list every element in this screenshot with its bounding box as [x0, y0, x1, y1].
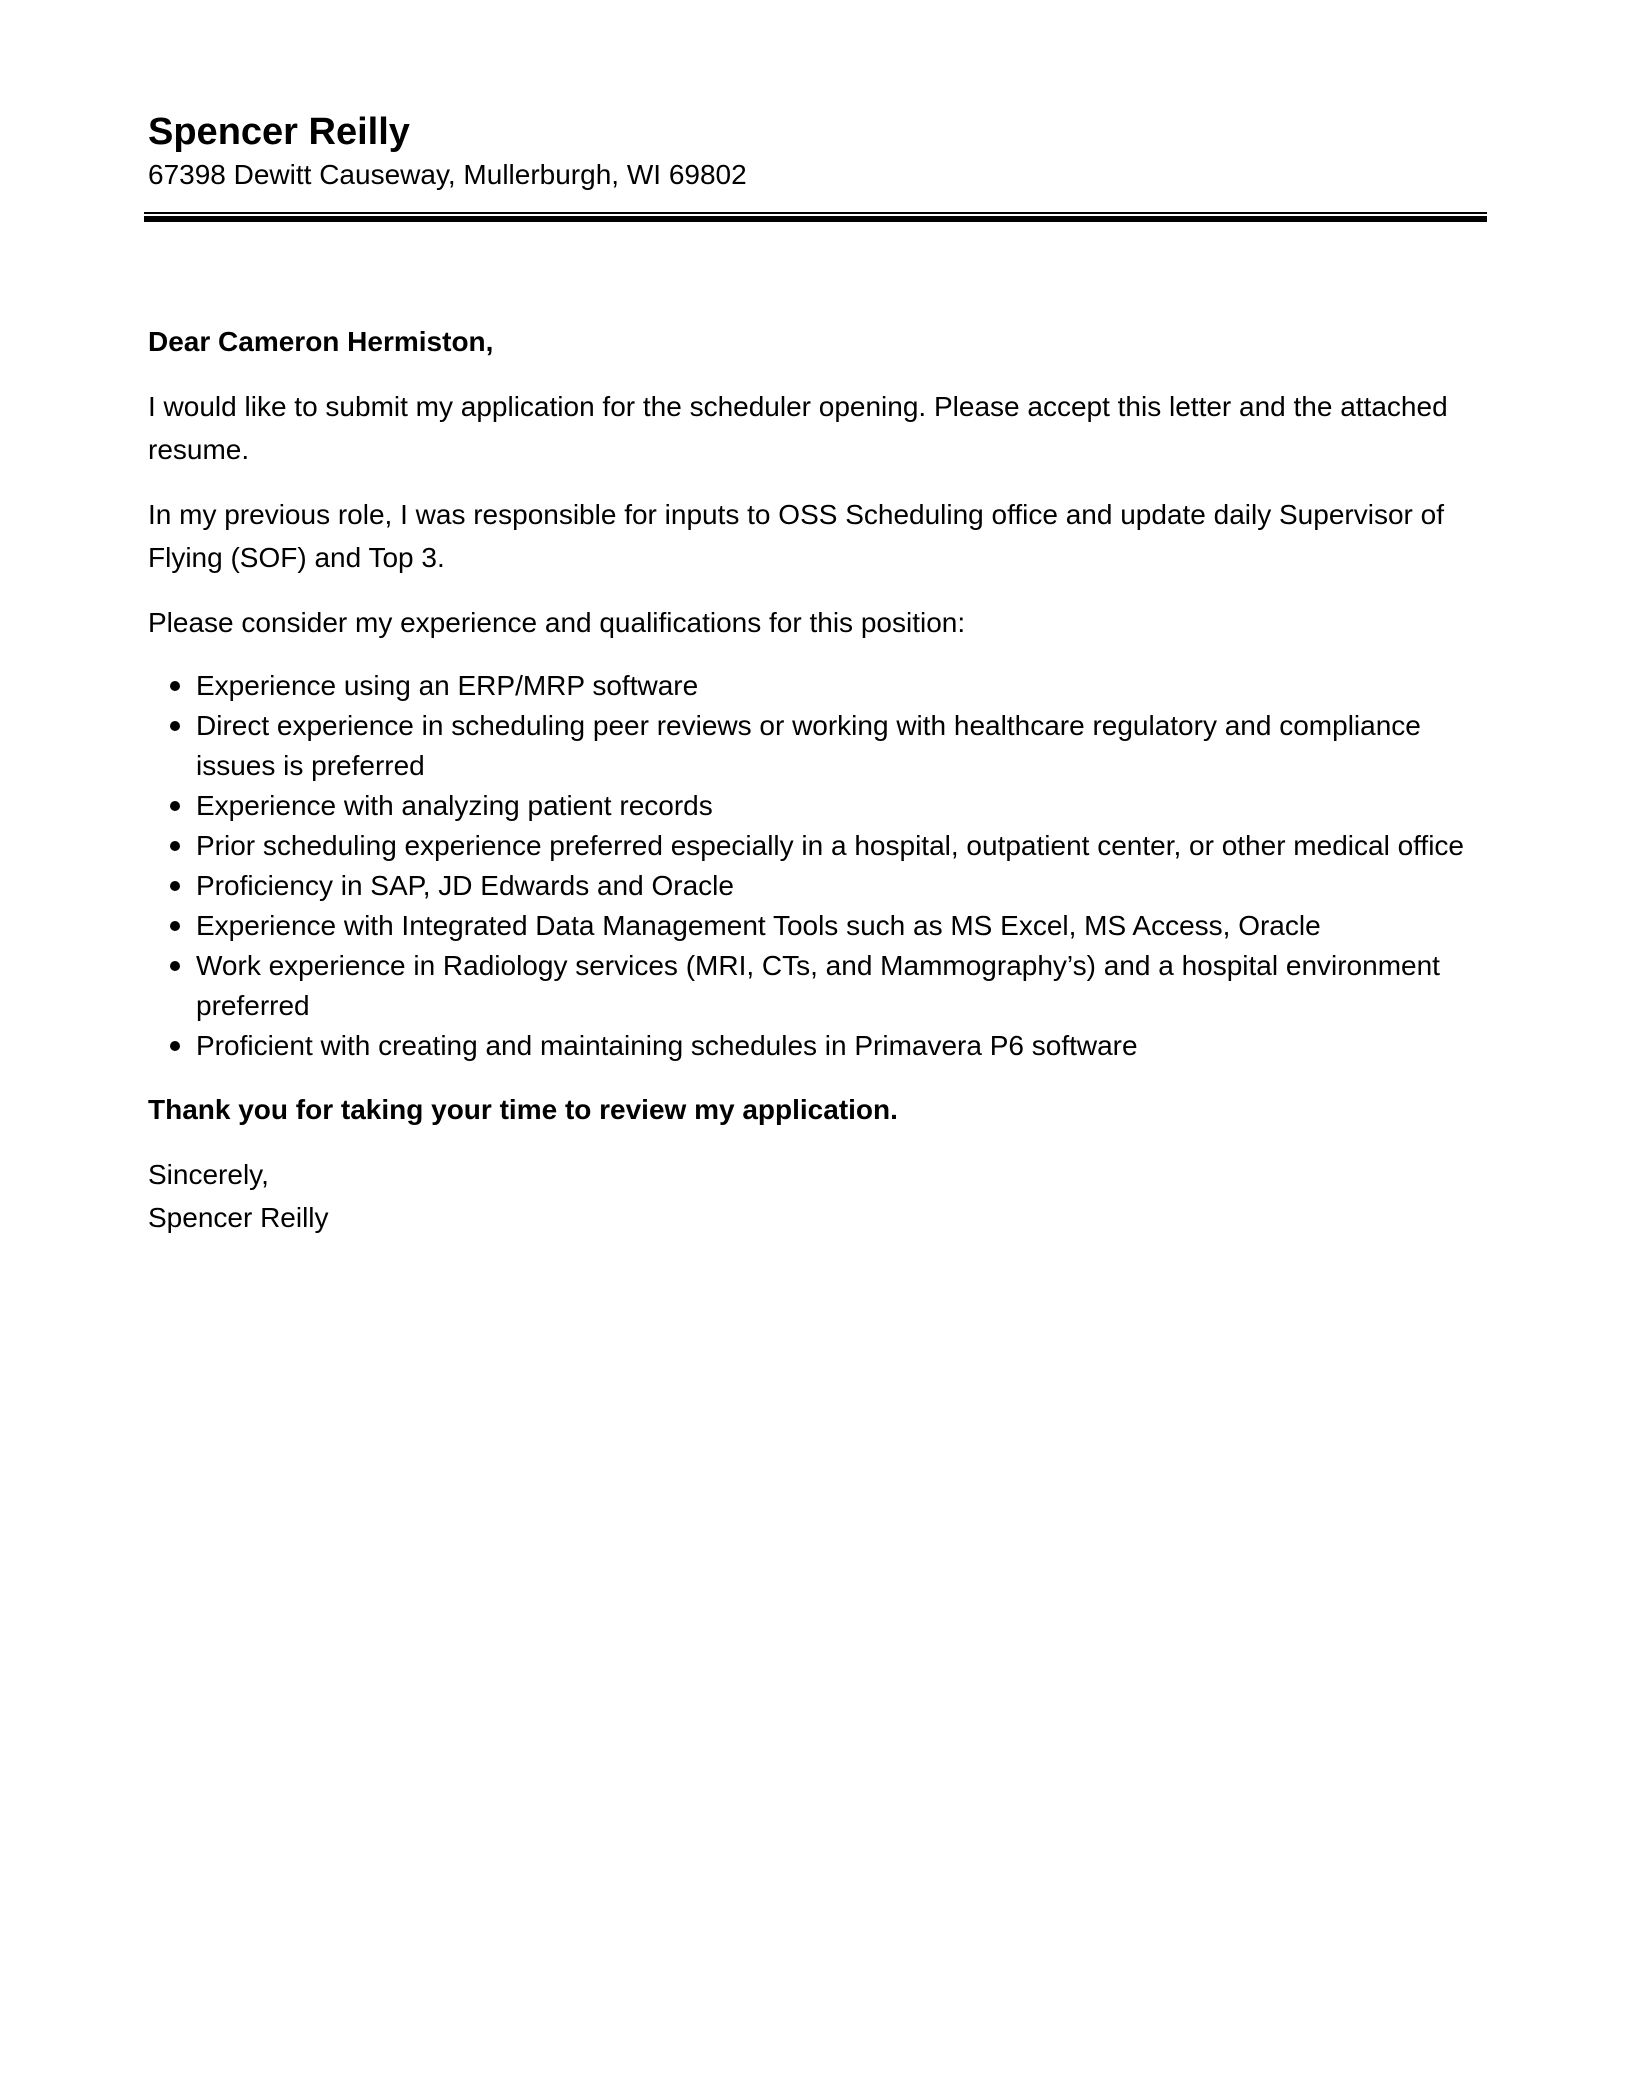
bullet-icon [170, 681, 180, 691]
letter-header [148, 108, 1488, 194]
bullet-icon [170, 881, 180, 891]
list-item-text: Proficient with creating and maintaining schedules in Primavera P6 software [196, 1030, 1138, 1061]
list-item [148, 826, 1488, 866]
header-divider-thin [144, 212, 1487, 214]
paragraph-intro: I would like to submit my application for the scheduler opening. Please accept this letter and the attached resume. [148, 391, 1448, 465]
signature-name: Spencer Reilly [148, 1202, 329, 1233]
salutation: Dear Cameron Hermiston, [148, 326, 494, 357]
list-item [148, 666, 1488, 706]
list-item-text: Experience using an ERP/MRP software [196, 670, 699, 701]
closing-line: Thank you for taking your time to review my application. [148, 1094, 898, 1125]
paragraph-consider: Please consider my experience and qualifications for this position: [148, 607, 966, 638]
bullet-icon [170, 801, 180, 811]
letter-body [148, 320, 1488, 1239]
paragraph-previous-role: In my previous role, I was responsible for inputs to OSS Scheduling office and update daily Supervisor of Flying (SOF) and Top 3. [148, 499, 1444, 573]
list-item [148, 866, 1488, 906]
sender-address: 67398 Dewitt Causeway, Mullerburgh, WI 69802 [148, 159, 747, 190]
list-item [148, 1026, 1488, 1066]
list-item [148, 786, 1488, 826]
list-item-text: Direct experience in scheduling peer reviews or working with healthcare regulatory and compliance issues is preferred [196, 710, 1421, 781]
bullet-icon [170, 961, 180, 971]
qualifications-list [148, 666, 1488, 1066]
list-item-text: Prior scheduling experience preferred especially in a hospital, outpatient center, or other medical office [196, 830, 1464, 861]
bullet-icon [170, 1041, 180, 1051]
bullet-icon [170, 841, 180, 851]
list-item [148, 706, 1488, 786]
list-item [148, 906, 1488, 946]
signoff: Sincerely, [148, 1159, 269, 1190]
sender-name: Spencer Reilly [148, 111, 410, 153]
list-item-text: Work experience in Radiology services (MRI, CTs, and Mammography’s) and a hospital environment preferred [196, 950, 1440, 1021]
list-item-text: Experience with Integrated Data Management Tools such as MS Excel, MS Access, Oracle [196, 910, 1321, 941]
list-item-text: Experience with analyzing patient records [196, 790, 713, 821]
header-divider-thick [144, 216, 1487, 222]
list-item [148, 946, 1488, 1026]
list-item-text: Proficiency in SAP, JD Edwards and Oracle [196, 870, 734, 901]
bullet-icon [170, 721, 180, 731]
bullet-icon [170, 921, 180, 931]
